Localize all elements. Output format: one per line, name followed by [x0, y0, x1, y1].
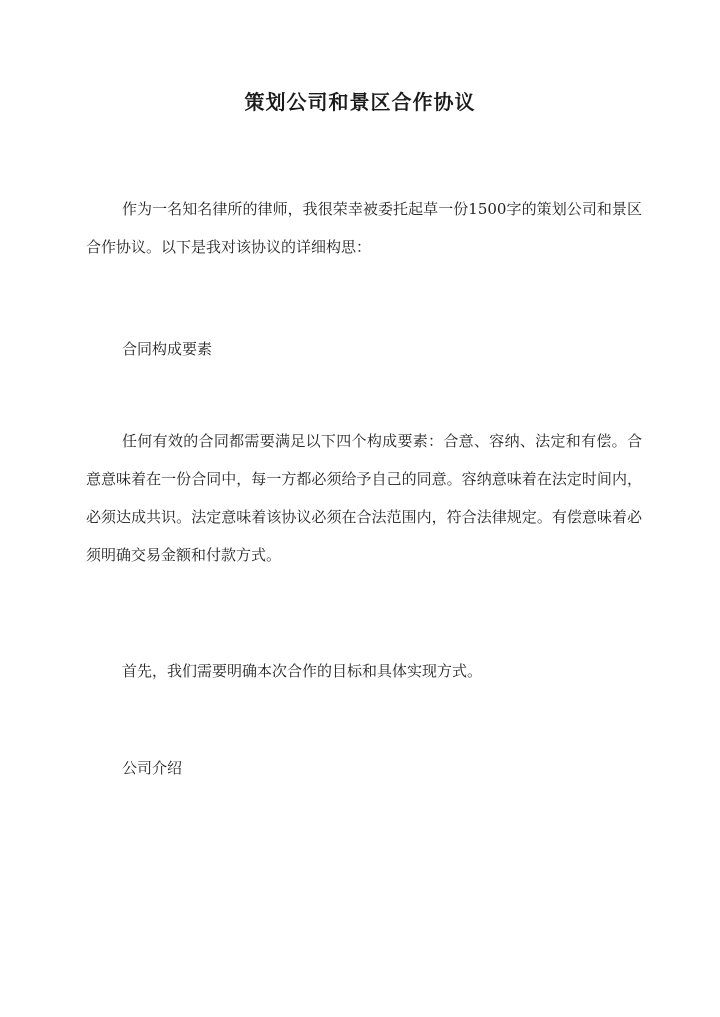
section-heading-company-intro: 公司介绍 [122, 759, 183, 777]
first-statement-paragraph: 首先，我们需要明确本次合作的目标和具体实现方式。 [122, 662, 483, 680]
contract-elements-paragraph: 任何有效的合同都需要满足以下四个构成要素：合意、容纳、法定和有偿。合意意味着在一份合同中，每一方都必须给予自己的同意。容纳意味着在法定时间内，必须达成共识。法定意味着该协议必须在合法范围内，符合法律规定。有偿意味着必须明确交易金额和付款方式。 [86, 432, 642, 564]
intro-paragraph: 作为一名知名律所的律师，我很荣幸被委托起草一份1500字的策划公司和景区合作协议。以下是我对该协议的详细构思： [86, 200, 642, 256]
section-heading-contract-elements: 合同构成要素 [122, 340, 213, 358]
document-title: 策划公司和景区合作协议 [244, 90, 476, 114]
